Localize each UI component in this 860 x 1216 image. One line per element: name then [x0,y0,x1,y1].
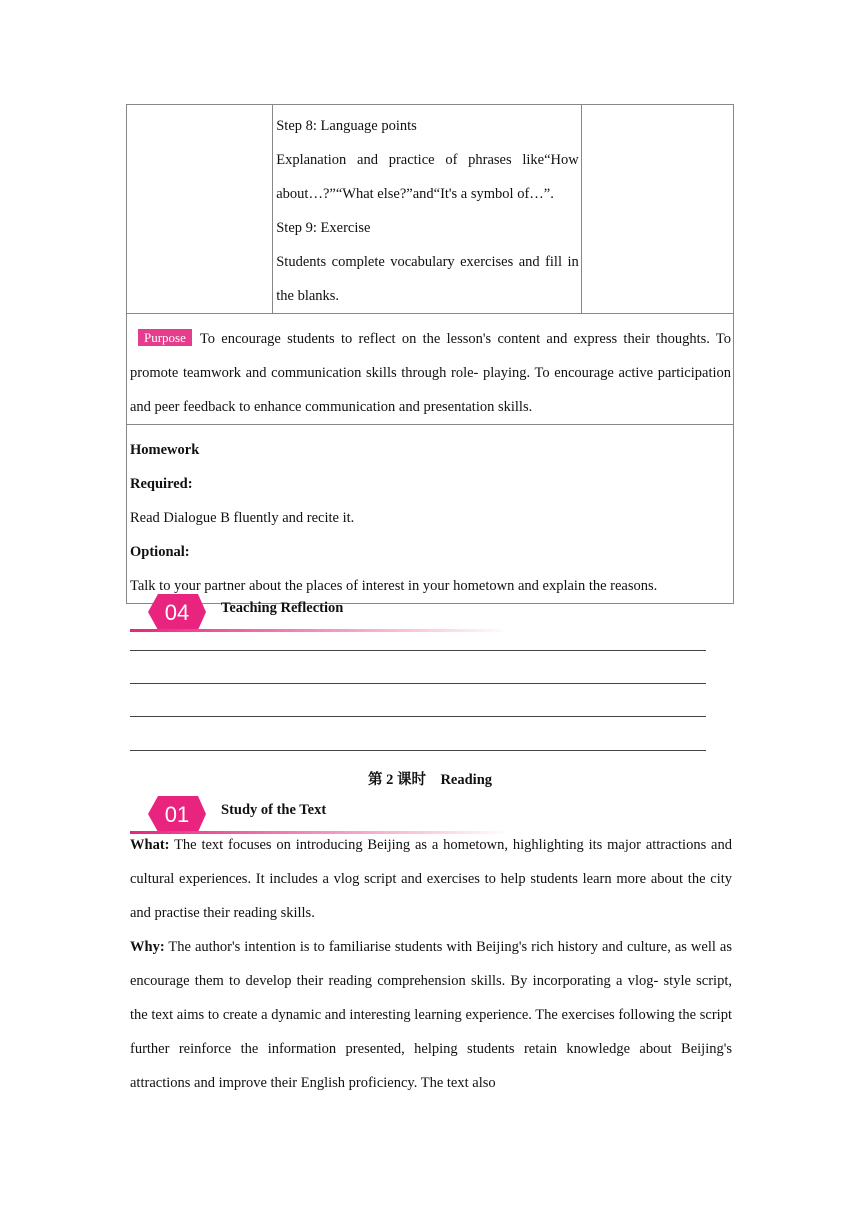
reflection-line-3 [130,716,706,717]
reflection-line-1 [130,650,706,651]
optional-label: Optional: [130,544,190,560]
step8-description: Explanation and practice of phrases like“How about…?”“What else?”and“It's a symbol of…”. [276,152,579,202]
purpose-text: To encourage students to reflect on the lesson's content and express their thoughts. To promote teamwork and communication skills through role‑ playing. To encourage active participation and peer feedback to enhance communication and presentation skills. [130,331,731,415]
steps-cell [273,105,582,314]
what-paragraph [130,828,732,930]
homework-heading: Homework [130,442,200,458]
section-number: 01 [164,802,190,827]
section-number: 04 [164,600,190,625]
lesson-title: 第 2 课时 Reading [367,772,493,788]
empty-cell-left [127,105,273,314]
why-label: Why: [130,939,165,955]
section-number-badge [148,796,206,832]
required-text: Read Dialogue B fluently and recite it. [130,510,355,526]
homework-cell [127,425,734,604]
purpose-tag: Purpose [138,329,192,346]
lesson-plan-table [126,104,734,604]
section-number-badge [148,594,206,630]
why-text: The author's intention is to familiarise students with Beijing's rich history and culture, as well as encourage them to develop their reading comprehension skills. By incorporating a vlog‑ style script, the text aims to create a dynamic and interesting learning experience. The exercises following the script further reinforce the information presented, helping students retain knowledge about Beijing's attractions and improve their English proficiency. The text also [130,939,732,1091]
section-underline [130,629,510,632]
what-label: What: [130,837,170,853]
section-header-reflection [130,594,510,632]
reflection-line-2 [130,683,706,684]
step9-description: Students complete vocabulary exercises and fill in the blanks. [276,254,579,304]
section-title: Teaching Reflection [221,600,344,616]
step9-heading: Step 9: Exercise [276,220,371,236]
step8-heading: Step 8: Language points [276,118,417,134]
empty-cell-right [581,105,733,314]
why-paragraph [130,930,732,1100]
optional-text: Talk to your partner about the places of interest in your hometown and explain the reasons. [130,578,658,594]
purpose-cell [127,314,734,425]
required-label: Required: [130,476,193,492]
reflection-line-4 [130,750,706,751]
what-text: The text focuses on introducing Beijing as a hometown, highlighting its major attractions and cultural experiences. It includes a vlog script and exercises to help students learn more about the city and practise their reading skills. [130,837,732,921]
section-title: Study of the Text [221,802,327,818]
